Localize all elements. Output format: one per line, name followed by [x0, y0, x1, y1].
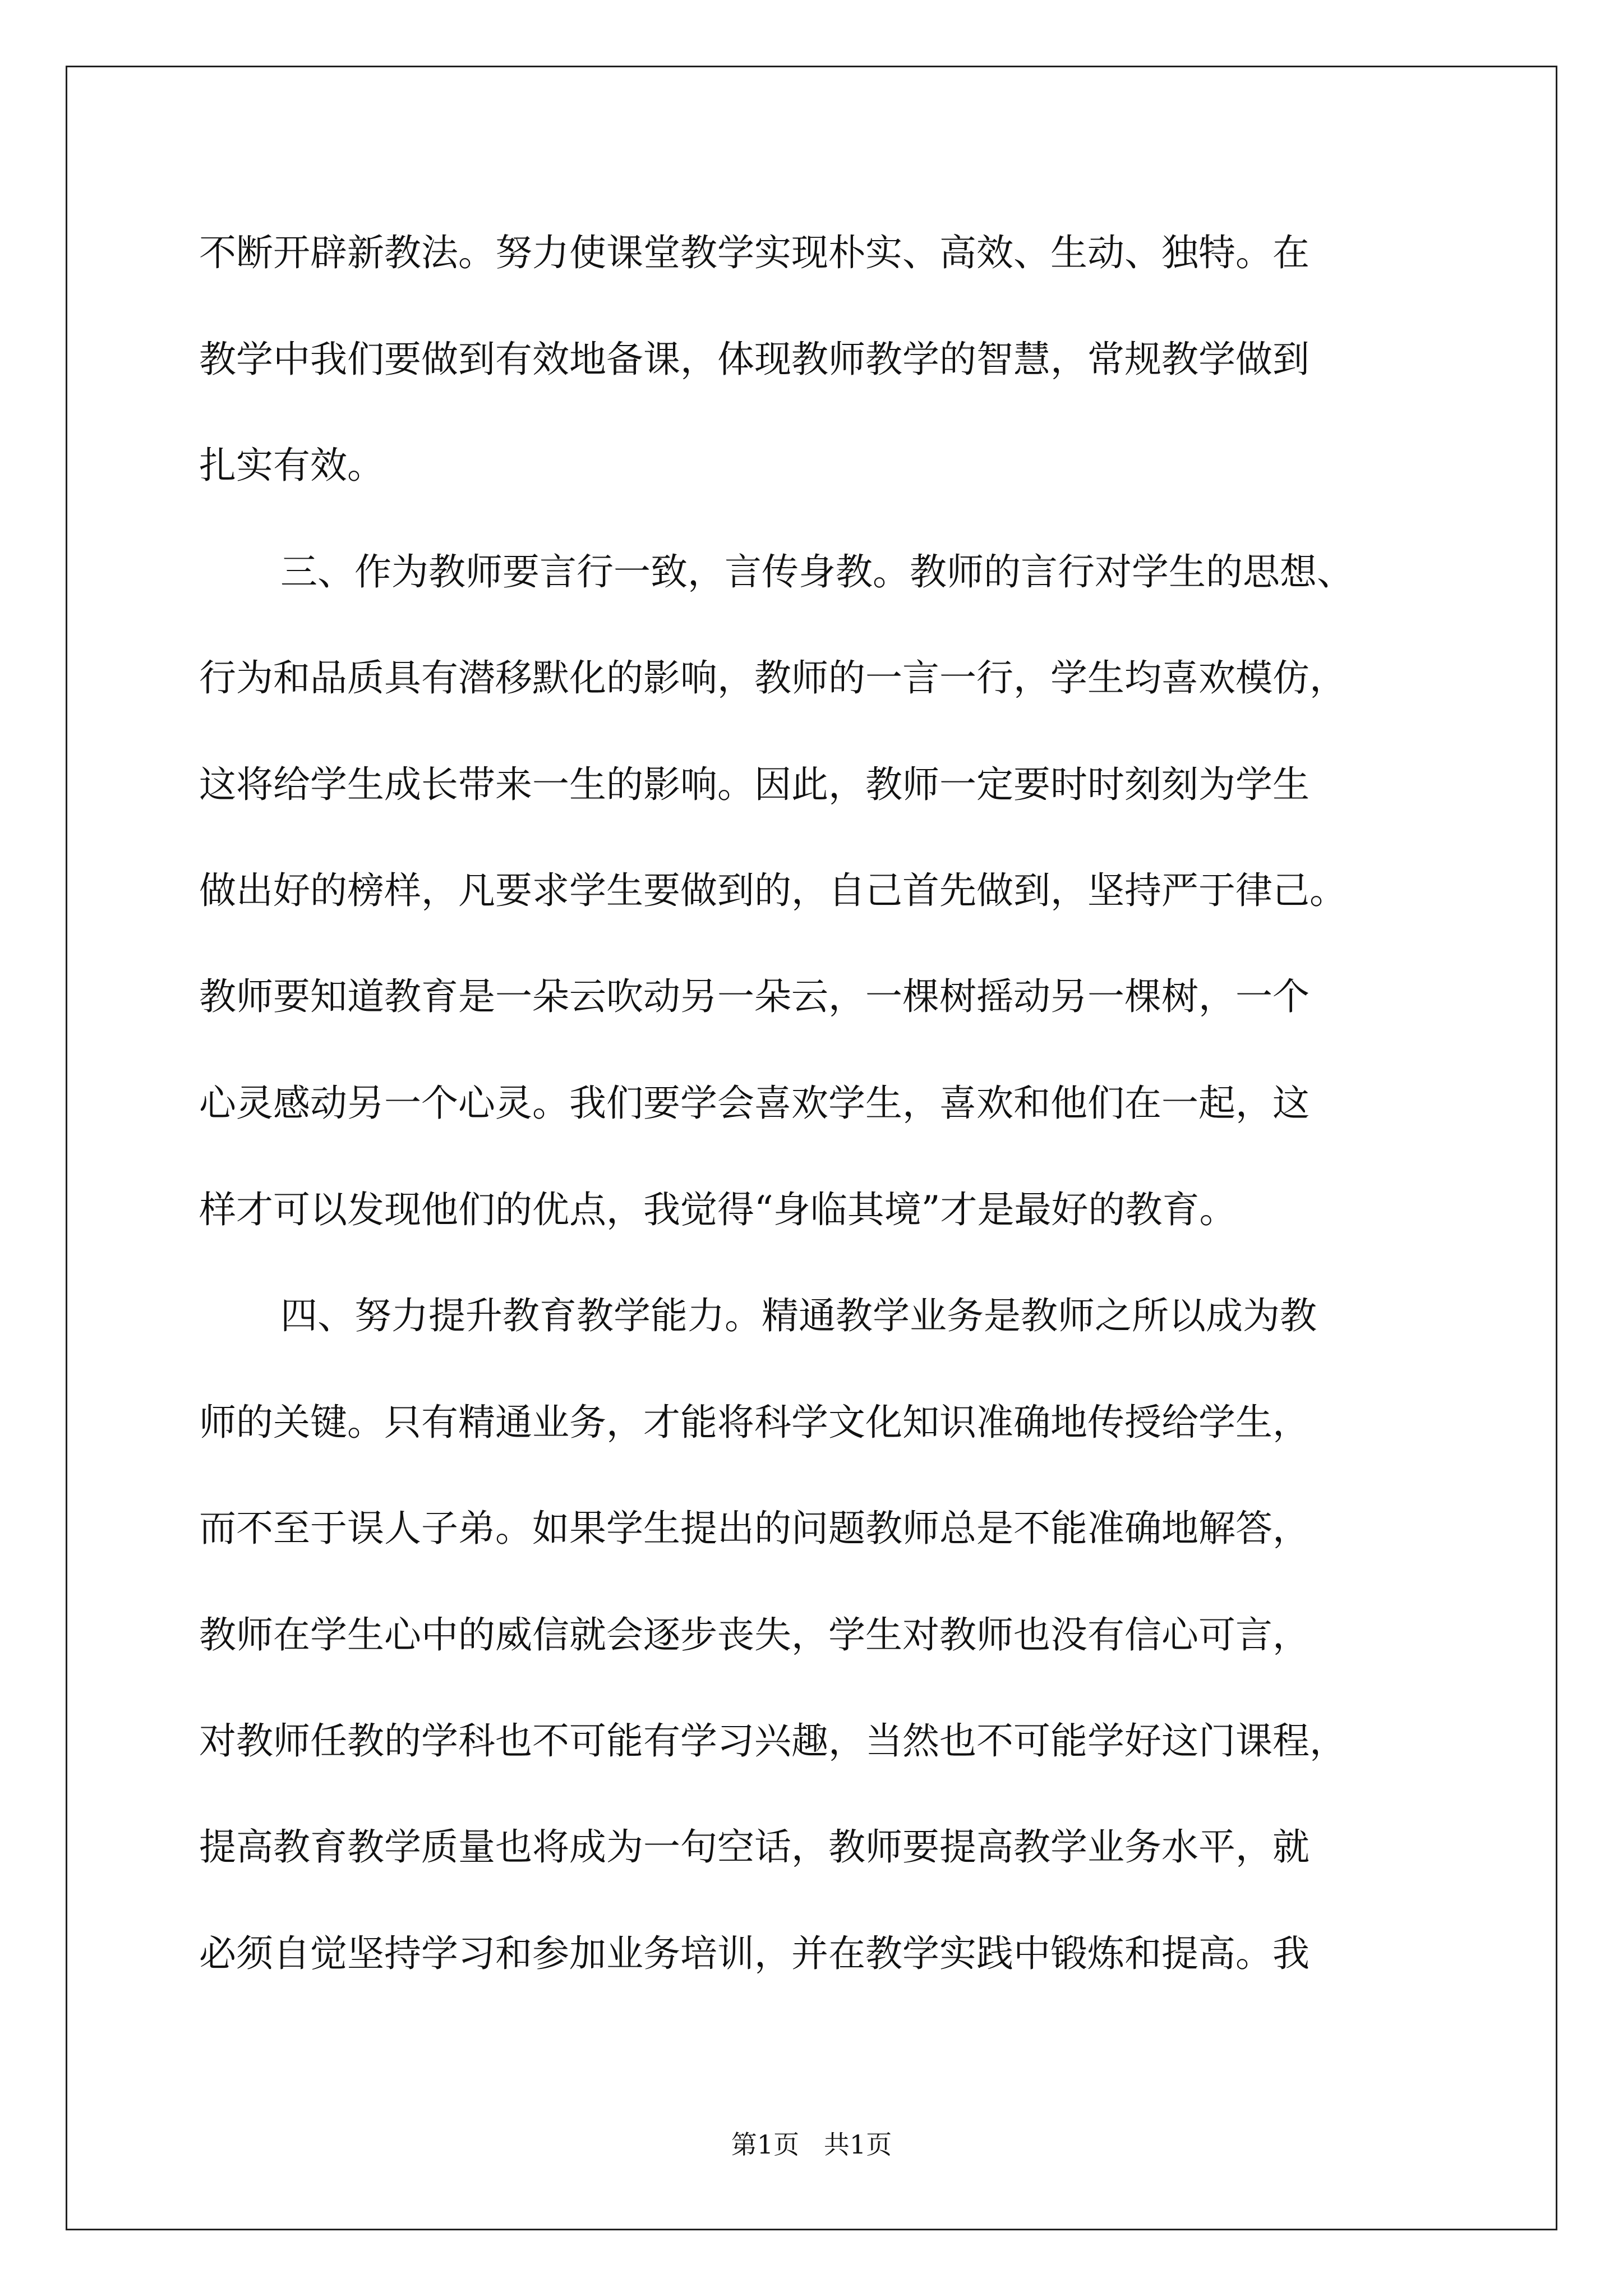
text-line: 这将给学生成长带来一生的影响。因此，教师一定要时时刻刻为学生	[199, 763, 1310, 806]
text-line: 三、作为教师要言行一致，言传身教。教师的言行对学生的思想、	[280, 550, 1354, 593]
text-line: 而不至于误人子弟。如果学生提出的问题教师总是不能准确地解答，	[199, 1507, 1310, 1550]
text-line: 教学中我们要做到有效地备课，体现教师教学的智慧，常规教学做到	[199, 338, 1310, 381]
text-line: 做出好的榜样，凡要求学生要做到的，自己首先做到，坚持严于律己。	[199, 869, 1347, 912]
text-line: 行为和品质具有潜移默化的影响，教师的一言一行，学生均喜欢模仿，	[199, 656, 1347, 700]
text-line: 不断开辟新教法。努力使课堂教学实现朴实、高效、生动、独特。在	[199, 231, 1310, 274]
text-line: 心灵感动另一个心灵。我们要学会喜欢学生，喜欢和他们在一起，这	[199, 1082, 1310, 1125]
text-line: 教师要知道教育是一朵云吹动另一朵云，一棵树摇动另一棵树，一个	[199, 975, 1310, 1018]
page-border	[66, 66, 1557, 2230]
text-line: 教师在学生心中的威信就会逐步丧失，学生对教师也没有信心可言，	[199, 1613, 1310, 1657]
text-line: 师的关键。只有精通业务，才能将科学文化知识准确地传授给学生，	[199, 1401, 1310, 1444]
text-line: 四、努力提升教育教学能力。精通教学业务是教师之所以成为教	[280, 1294, 1317, 1337]
page-number-footer: 第1页 共1页	[731, 2129, 892, 2160]
text-line: 必须自觉坚持学习和参加业务培训，并在教学实践中锻炼和提高。我	[199, 1932, 1310, 1975]
text-line: 样才可以发现他们的优点，我觉得“身临其境”才是最好的教育。	[199, 1188, 1237, 1231]
text-line: 扎实有效。	[199, 444, 384, 487]
text-line: 提高教育教学质量也将成为一句空话，教师要提高教学业务水平，就	[199, 1825, 1310, 1869]
text-line: 对教师任教的学科也不可能有学习兴趣，当然也不可能学好这门课程，	[199, 1719, 1347, 1763]
